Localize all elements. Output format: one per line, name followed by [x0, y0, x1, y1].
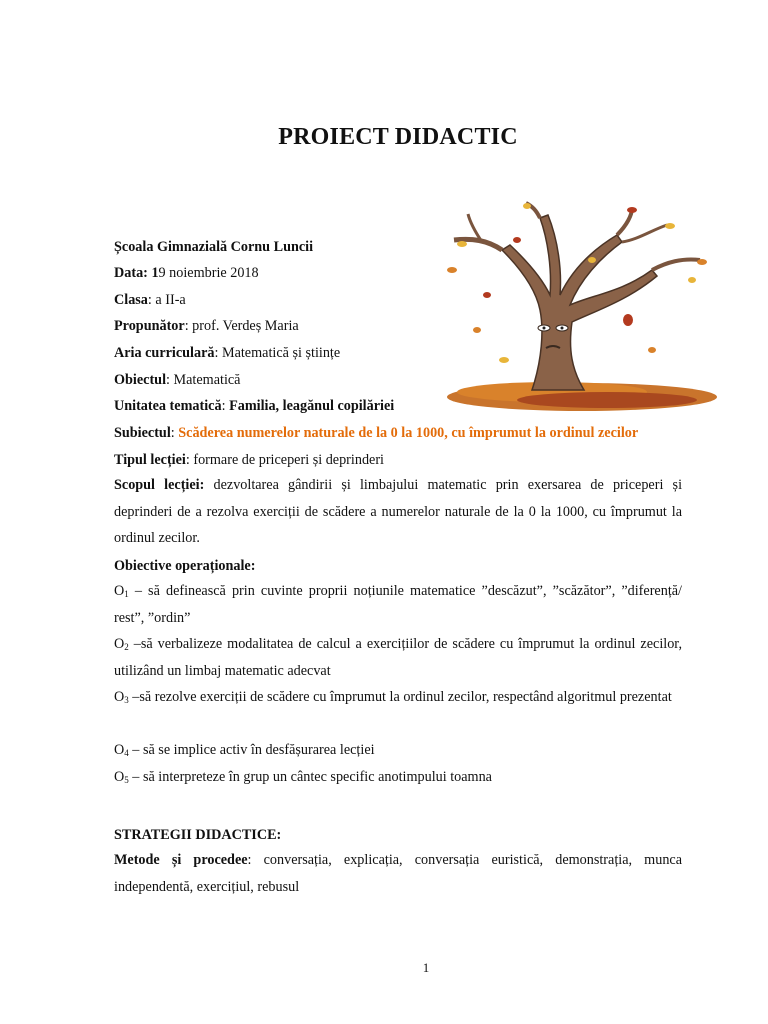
objective-item: $O_2$ –să verbalizeze modalitatea de calcul a exercițiilor de scădere cu împrumut la ordinul zecilor, utilizând un limbaj matematic adecvat [114, 636, 682, 679]
subject-line: Subiectul: Scăderea numerelor naturale de la 0 la 1000, cu împrumut la ordinul zecilor [114, 425, 639, 441]
objective-item: $O_1$ – să definească prin cuvinte proprii noțiunile matematice ”descăzut”, ”scăzător”, ”diferență/ rest”, ”ordin” [114, 583, 682, 626]
autumn-tree-illustration [432, 200, 722, 415]
lesson-scope-paragraph: Scopul lecției: dezvoltarea gândirii și limbajului matematic prin exersarea de priceperi și deprinderi de a rezolva exerciții de scădere a numerelor naturale de la 0 la 1000, cu împrumut la ordinul zecilor. [114, 477, 683, 546]
curricular-area-line: Aria curriculară: Matematică și științe [114, 345, 341, 361]
school-name: Școala Gimnazială Cornu Luncii [114, 239, 314, 255]
objective-line: Obiectul: Matematică [114, 372, 241, 388]
lesson-type-line: Tipul lecției: formare de priceperi și deprinderi [114, 452, 384, 468]
page-number: 1 [422, 960, 430, 975]
page-title: PROIECT DIDACTIC [278, 124, 518, 150]
class-line: Clasa: a II-a [114, 292, 186, 308]
strategies-heading: STRATEGII DIDACTICE: [114, 827, 282, 843]
objective-item: $O_4$ – să se implice activ în desfășurarea lecției [114, 742, 375, 758]
date-line: Data: 19 noiembrie 2018 [114, 265, 259, 281]
objective-item: $O_5$ – să interpreteze în grup un cântec specific anotimpului toamna [114, 769, 492, 785]
author-line: Propunător: prof. Verdeș Maria [114, 318, 299, 334]
thematic-unit-line: Unitatea tematică: Familia, leagănul copilăriei [114, 398, 395, 414]
operational-objectives-heading: Obiective operaționale: [114, 558, 256, 574]
methods-paragraph: Metode și procedee: conversația, explicația, conversația euristică, demonstrația, munca independentă, exercițiul, rebusul [114, 852, 683, 895]
objective-item: $O_3$ –să rezolve exerciții de scădere cu împrumut la ordinul zecilor, respectând algoritmul prezentat [114, 689, 672, 705]
